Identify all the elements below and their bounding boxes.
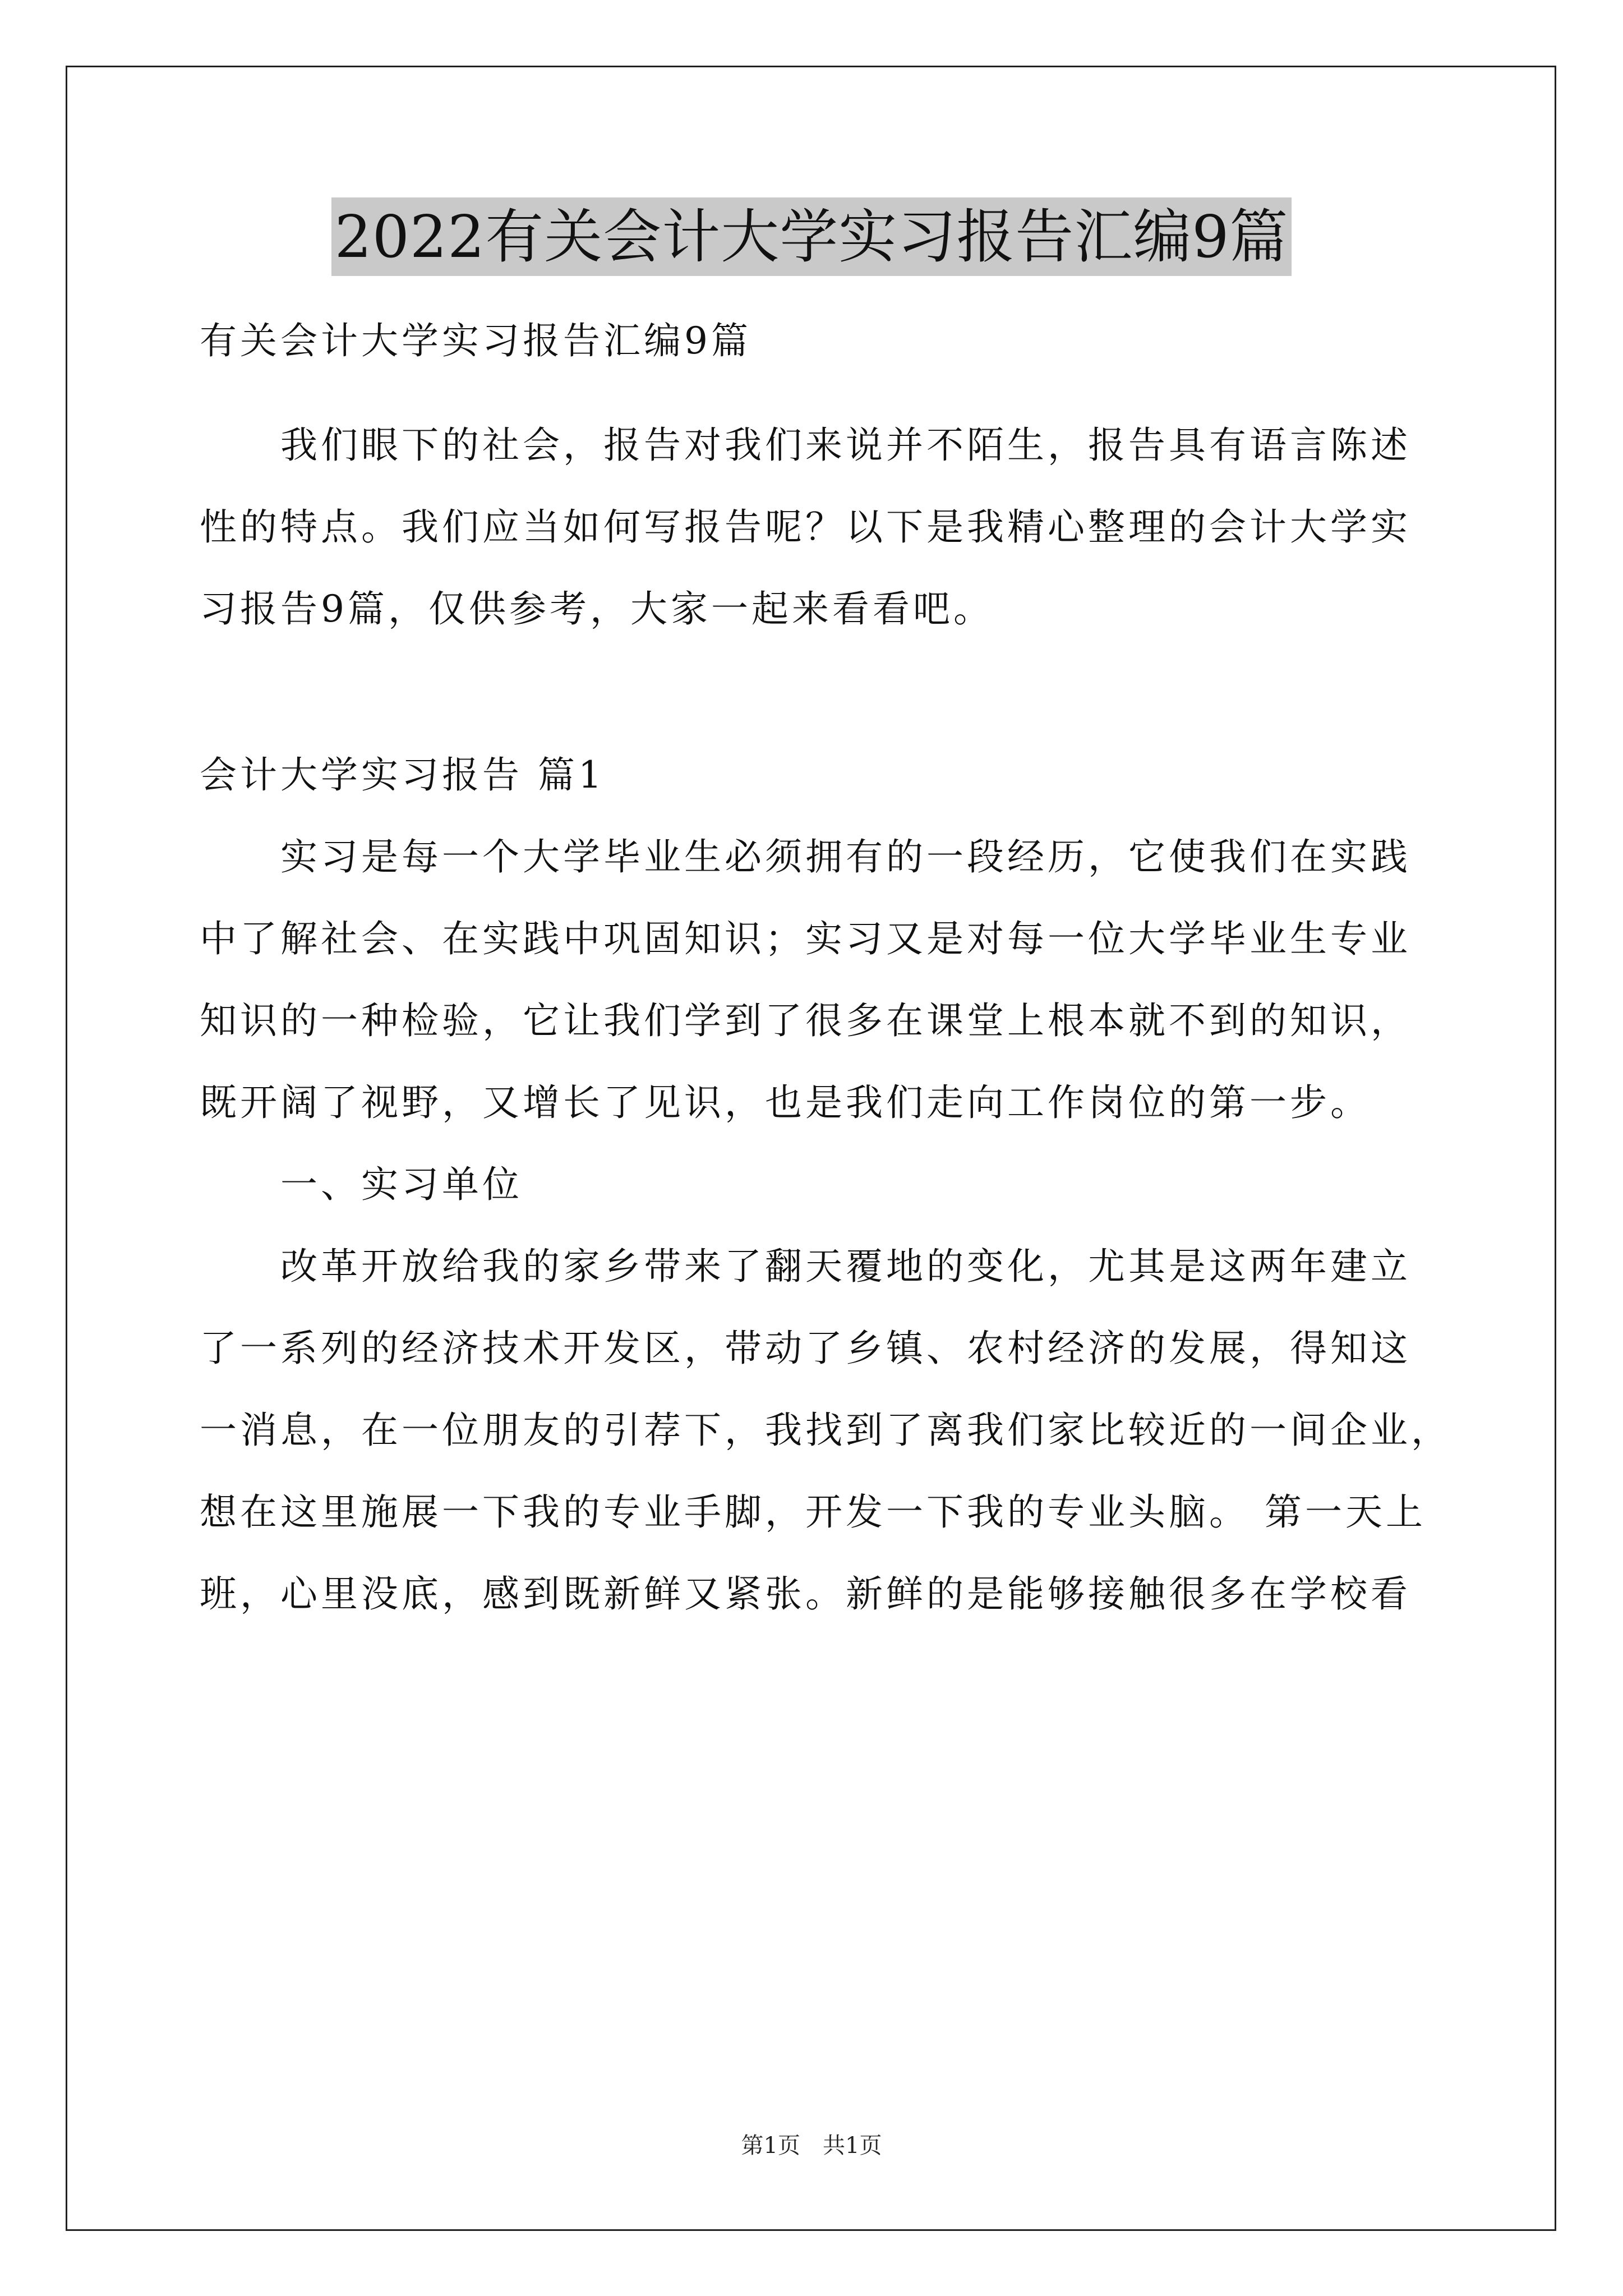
para2-line-1: 改革开放给我的家乡带来了翻天覆地的变化，尤其是这两年建立	[280, 1245, 1411, 1288]
document-body	[200, 314, 1451, 1621]
para2-line-4: 想在这里施展一下我的专业手脚，开发一下我的专业头脑。 第一天上	[200, 1490, 1426, 1534]
document-subtitle: 有关会计大学实习报告汇编9篇	[200, 319, 751, 362]
para1-line-1: 实习是每一个大学毕业生必须拥有的一段经历，它使我们在实践	[280, 835, 1411, 878]
intro-line-1: 我们眼下的社会，报告对我们来说并不陌生，报告具有语言陈述	[280, 424, 1411, 467]
page-total: 共1页	[823, 2133, 882, 2159]
subheading: 一、实习单位	[280, 1163, 523, 1206]
para1-line-4: 既开阔了视野，又增长了见识，也是我们走向工作岗位的第一步。	[200, 1081, 1371, 1124]
title-container	[0, 197, 1623, 276]
para1-line-2: 中了解社会、在实践中巩固知识；实习又是对每一位大学毕业生专业	[200, 917, 1411, 960]
document-title: 2022有关会计大学实习报告汇编9篇	[331, 197, 1292, 276]
page-footer	[0, 2129, 1623, 2162]
section-heading: 会计大学实习报告 篇1	[200, 753, 605, 797]
para2-line-5: 班，心里没底，感到既新鲜又紧张。新鲜的是能够接触很多在学校看	[200, 1572, 1411, 1616]
page-number: 第1页	[741, 2133, 800, 2159]
para1-line-3: 知识的一种检验，它让我们学到了很多在课堂上根本就不到的知识，	[200, 999, 1411, 1042]
intro-line-3: 习报告9篇，仅供参考，大家一起来看看吧。	[200, 587, 994, 631]
para2-line-3: 一消息，在一位朋友的引荐下，我找到了离我们家比较近的一间企业，	[200, 1409, 1451, 1452]
intro-line-2: 性的特点。我们应当如何写报告呢？以下是我精心整理的会计大学实	[200, 505, 1411, 549]
para2-line-2: 了一系列的经济技术开发区，带动了乡镇、农村经济的发展，得知这	[200, 1327, 1411, 1370]
